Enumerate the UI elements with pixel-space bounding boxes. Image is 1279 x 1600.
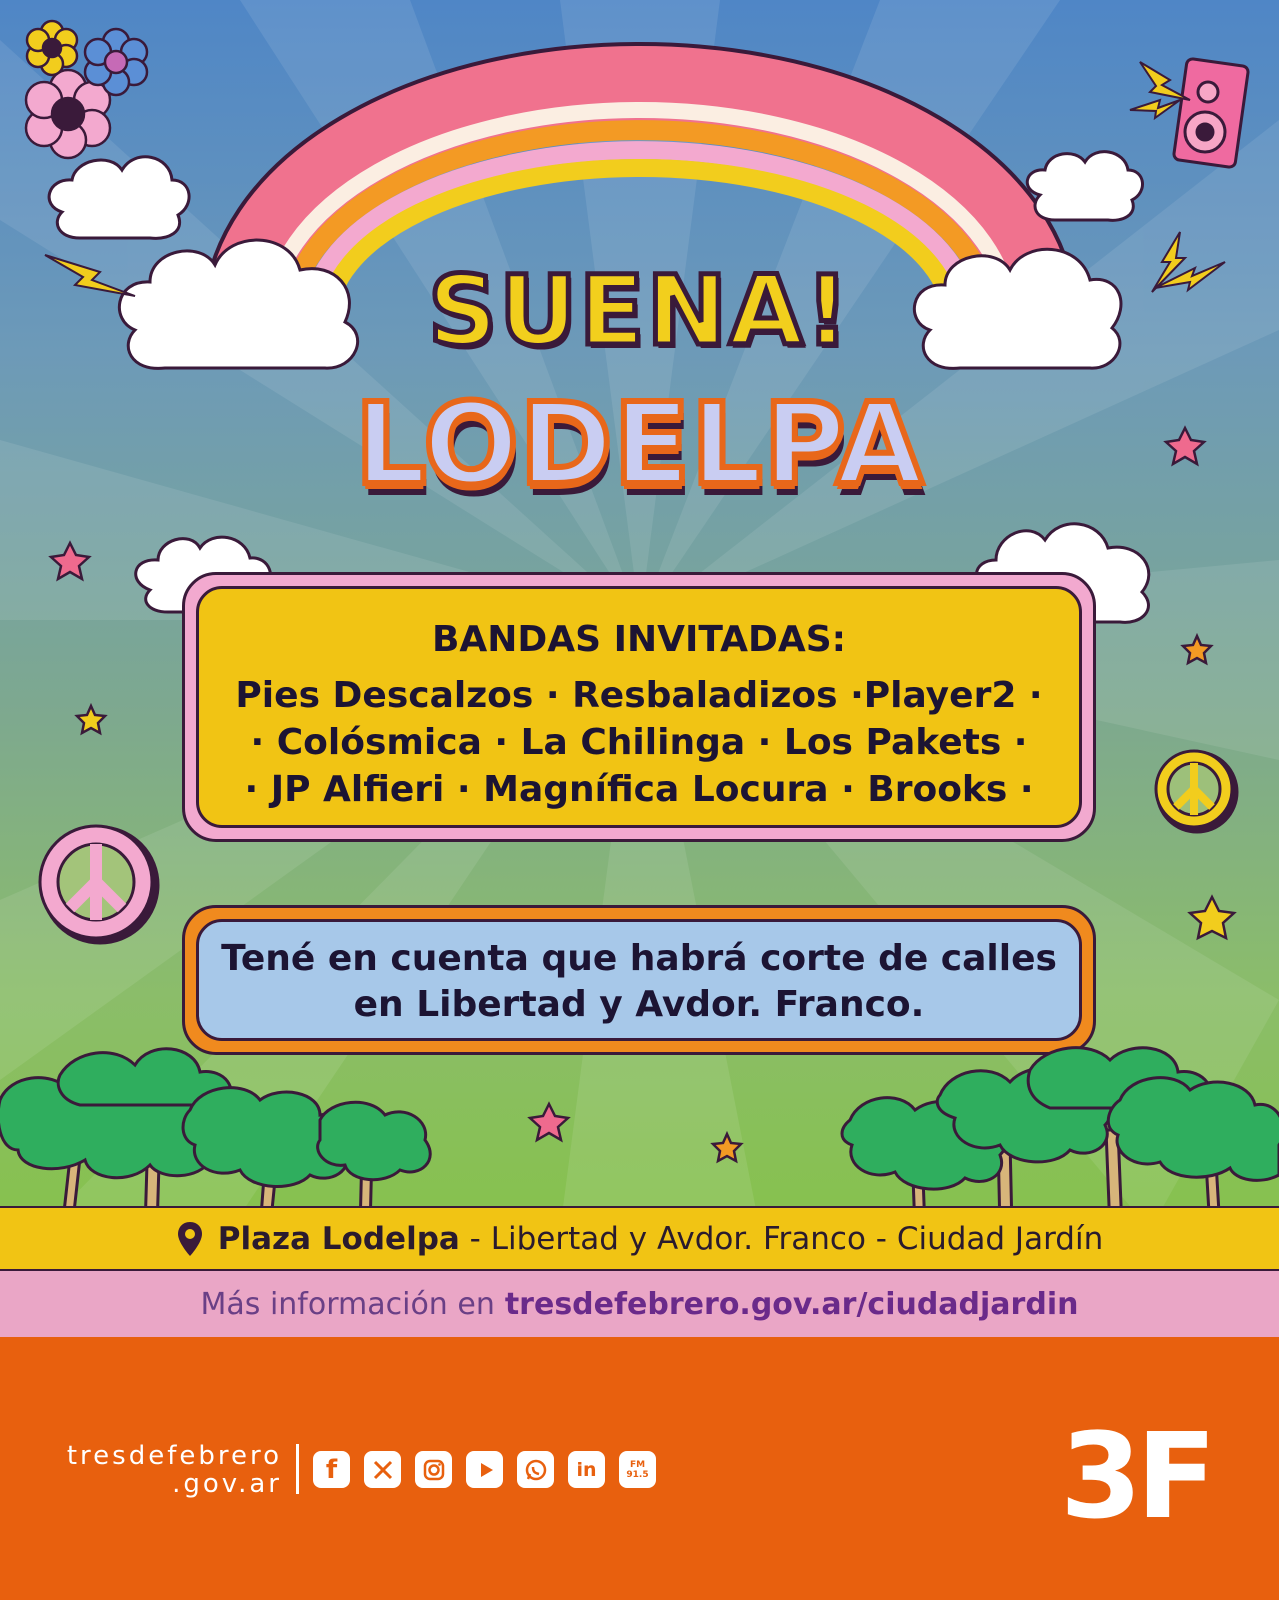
trees-illustration: [0, 1040, 1279, 1230]
fm-radio-icon[interactable]: FM 91.5: [619, 1451, 656, 1488]
bands-line: Pies Descalzos · Resbaladizos ·Player2 ·: [235, 675, 1043, 716]
speaker-icon: [1173, 58, 1249, 168]
brand-line-2: .gov.ar: [172, 1469, 282, 1499]
cloud-icon: [1027, 152, 1142, 221]
title-lodelpa: LODELPA: [355, 380, 924, 510]
info-link[interactable]: tresdefebrero.gov.ar/ciudadjardin: [504, 1286, 1079, 1322]
linkedin-icon[interactable]: in: [568, 1451, 605, 1488]
street-closure-notice: [182, 905, 1096, 1055]
bands-line: · Colósmica · La Chilinga · Los Pakets ·: [250, 722, 1028, 763]
notice-inner: [196, 919, 1082, 1041]
notice-line: Tené en cuenta que habrá corte de calles: [221, 938, 1057, 979]
whatsapp-icon[interactable]: [517, 1451, 554, 1488]
info-bar: [0, 1271, 1279, 1337]
notice-line: en Libertad y Avdor. Franco.: [353, 984, 925, 1025]
location-bar: [0, 1206, 1279, 1271]
bands-box: [182, 572, 1096, 842]
youtube-icon[interactable]: [466, 1451, 503, 1488]
bands-heading: BANDAS INVITADAS:: [431, 619, 847, 660]
instagram-icon[interactable]: [415, 1451, 452, 1488]
bands-box-inner: [196, 586, 1082, 828]
bands-line: · JP Alfieri · Magnífica Locura · Brooks ·: [244, 769, 1034, 810]
info-prefix: Más información en: [200, 1286, 495, 1322]
brand-line-1: tresdefebrero: [66, 1441, 282, 1471]
peace-sign-icon: [1156, 751, 1237, 832]
brand-wordmark[interactable]: [64, 1442, 282, 1498]
social-links: [313, 1451, 656, 1488]
flower-icon: [85, 29, 147, 95]
3f-logo[interactable]: 3F: [1060, 1407, 1211, 1545]
footer: [0, 1337, 1279, 1600]
cloud-icon: [49, 157, 189, 238]
divider: [296, 1444, 299, 1494]
location-address: - Libertad y Avdor. Franco - Ciudad Jardín: [459, 1220, 1104, 1257]
title-suena: SUENA!: [427, 255, 852, 367]
flower-icon: [27, 21, 77, 75]
x-icon[interactable]: [364, 1451, 401, 1488]
facebook-icon[interactable]: f: [313, 1451, 350, 1488]
location-place: Plaza Lodelpa: [217, 1220, 460, 1257]
location-pin-icon: [176, 1220, 204, 1258]
peace-sign-icon: [40, 826, 158, 943]
